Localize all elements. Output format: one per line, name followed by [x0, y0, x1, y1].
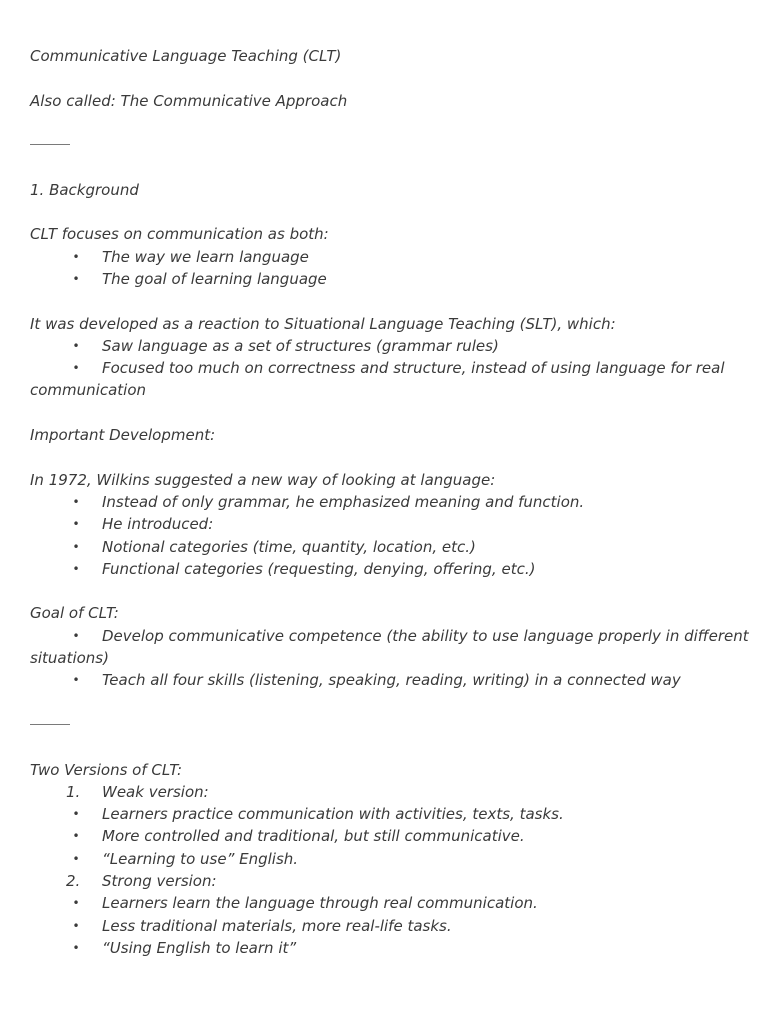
list-item	[30, 669, 740, 691]
section-divider	[30, 714, 740, 736]
list-item-text: He introduced:	[102, 515, 214, 534]
spacer	[30, 67, 740, 89]
list-item-text: Less traditional materials, more real-life tasks.	[102, 916, 452, 935]
bullet-icon: •	[72, 628, 80, 643]
bullet-icon: •	[72, 271, 80, 286]
list-item	[30, 825, 740, 847]
list-item-text: The goal of learning language	[102, 269, 327, 288]
paragraph-intro: CLT focuses on communication as both:	[30, 225, 329, 244]
list-item	[30, 558, 740, 580]
list-item-text: More controlled and traditional, but still communicative.	[102, 827, 525, 846]
spacer	[30, 201, 740, 223]
bullet-icon: •	[72, 807, 80, 822]
paragraph-reaction: It was developed as a reaction to Situational Language Teaching (SLT), which:	[30, 314, 616, 333]
document-title: Communicative Language Teaching (CLT)	[30, 47, 342, 65]
list-item-text: Instead of only grammar, he emphasized meaning and function.	[102, 492, 585, 511]
spacer	[30, 580, 740, 602]
numbered-item-text: Weak version:	[102, 782, 209, 801]
list-item-text: Develop communicative competence (the ability to use language properly in different	[102, 626, 749, 645]
list-item	[30, 915, 740, 937]
numbered-item-text: Strong version:	[102, 871, 217, 890]
list-number: 1.	[66, 782, 81, 801]
bullet-icon: •	[72, 361, 80, 376]
numbered-item	[30, 781, 740, 803]
spacer	[30, 112, 740, 134]
list-item-text: The way we learn language	[102, 247, 309, 266]
list-item	[30, 246, 740, 268]
list-item-text: Learners learn the language through real communication.	[102, 894, 538, 913]
list-item	[30, 892, 740, 914]
paragraph-wilkins: In 1972, Wilkins suggested a new way of looking at language:	[30, 470, 496, 489]
section-heading-versions: Two Versions of CLT:	[30, 760, 183, 779]
document-body	[30, 45, 749, 959]
bullet-icon: •	[72, 851, 80, 866]
subheading-important: Important Development:	[30, 426, 216, 445]
spacer	[30, 402, 740, 424]
bullet-icon: •	[72, 940, 80, 955]
list-item	[30, 848, 740, 870]
spacer	[30, 290, 740, 312]
list-item-text: “Learning to use” English.	[102, 849, 299, 868]
list-item-text: Saw language as a set of structures (grammar rules)	[102, 336, 499, 355]
bullet-icon: •	[72, 338, 80, 353]
list-item-continuation: situations)	[30, 649, 109, 668]
bullet-icon: •	[72, 494, 80, 509]
spacer	[30, 692, 740, 714]
bullet-icon: •	[72, 249, 80, 264]
list-item-text: Learners practice communication with activities, texts, tasks.	[102, 805, 564, 824]
list-item	[30, 268, 740, 290]
list-item	[30, 803, 740, 825]
spacer	[30, 156, 740, 178]
bullet-icon: •	[72, 896, 80, 911]
bullet-icon: •	[72, 539, 80, 554]
list-item-text: Focused too much on correctness and structure, instead of using language for real	[102, 359, 725, 378]
bullet-icon: •	[72, 517, 80, 532]
section-heading-background: 1. Background	[30, 180, 139, 199]
list-item	[30, 937, 740, 959]
section-divider	[30, 134, 740, 156]
spacer	[30, 736, 740, 758]
list-item-text: Teach all four skills (listening, speaking, reading, writing) in a connected way	[102, 671, 681, 690]
list-item	[30, 357, 740, 379]
list-item	[30, 491, 740, 513]
bullet-icon: •	[72, 829, 80, 844]
bullet-icon: •	[72, 561, 80, 576]
subheading-goal: Goal of CLT:	[30, 604, 119, 623]
list-item	[30, 513, 740, 535]
also-called-line: Also called: The Communicative Approach	[30, 91, 348, 110]
numbered-item	[30, 870, 740, 892]
list-item	[30, 536, 740, 558]
list-number: 2.	[66, 871, 81, 890]
bullet-icon: •	[72, 918, 80, 933]
list-item	[30, 335, 740, 357]
list-item-text: “Using English to learn it”	[102, 938, 297, 957]
spacer	[30, 446, 740, 468]
list-item-text: Notional categories (time, quantity, location, etc.)	[102, 537, 476, 556]
list-item	[30, 625, 749, 647]
list-item-text: Functional categories (requesting, denying, offering, etc.)	[102, 559, 536, 578]
bullet-icon: •	[72, 673, 80, 688]
list-item-continuation: communication	[30, 381, 147, 400]
